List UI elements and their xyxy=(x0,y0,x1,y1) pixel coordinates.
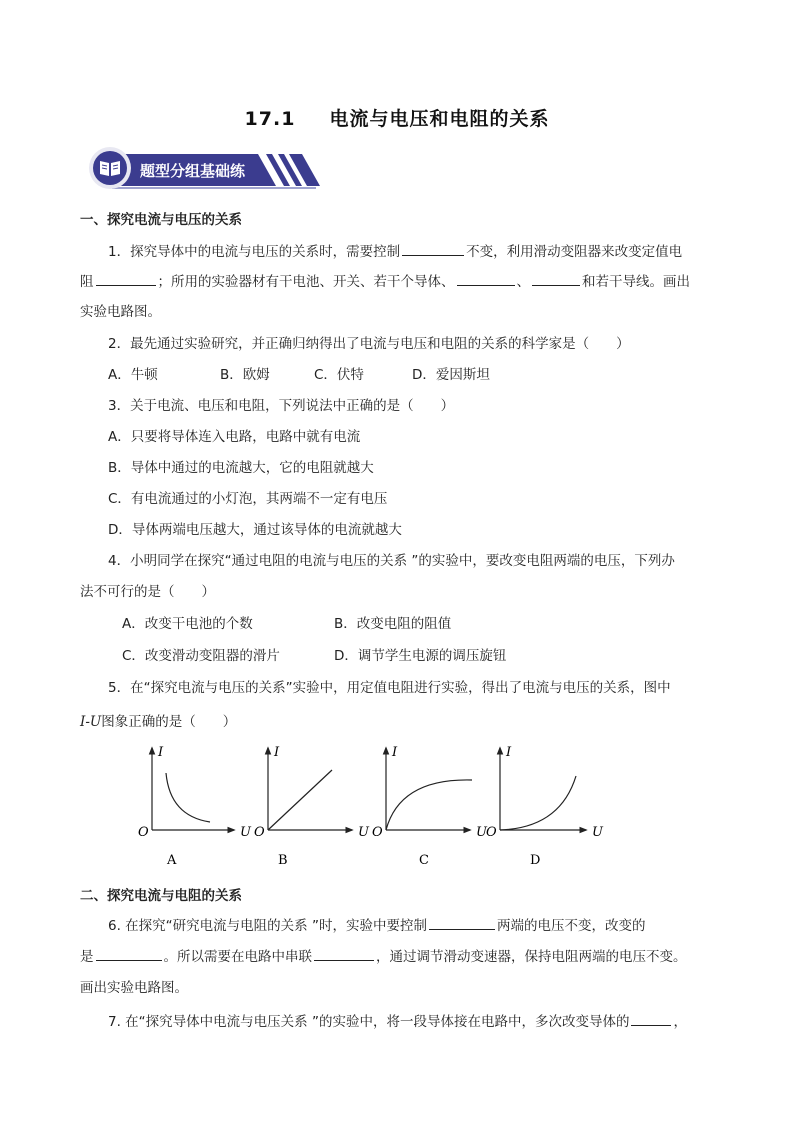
graph-d[interactable] xyxy=(486,745,604,868)
q6-blank-1[interactable] xyxy=(429,928,495,930)
q6-blank-2[interactable] xyxy=(96,959,162,961)
q1-line-2: 阻 ；所用的实验器材有干电池、开关、若干个导体、 、 和若干导线。画出 xyxy=(80,274,690,290)
q5-stem-1: 5．在“探究电流与电压的关系”实验中，用定值电阻进行实验，得出了电流与电压的关系，图中 xyxy=(108,680,671,696)
section-heading-2: 二、探究电流与电阻的关系 xyxy=(80,888,242,904)
book-icon xyxy=(98,156,122,180)
q3-stem: 3．关于电流、电压和电阻，下列说法中正确的是（ ） xyxy=(108,398,455,414)
graph-a[interactable] xyxy=(138,745,252,868)
graph-a-label: A xyxy=(167,853,177,868)
q4-stem-1: 4．小明同学在探究“通过电阻的电流与电压的关系 ”的实验中，要改变电阻两端的电压，下列办 xyxy=(108,553,675,569)
q3-option-c[interactable]: C．有电流通过的小灯泡，其两端不一定有电压 xyxy=(108,491,388,507)
q4-option-c[interactable]: C．改变滑动变阻器的滑片 xyxy=(122,648,280,664)
graph-c[interactable] xyxy=(372,745,488,868)
graph-b-line xyxy=(268,770,332,830)
q1-blank-2[interactable] xyxy=(96,284,156,286)
q4-option-a[interactable]: A．改变干电池的个数 xyxy=(122,616,253,632)
q2-option-d[interactable]: D．爱因斯坦 xyxy=(412,367,490,383)
q6-line-1: 6. 在探究“研究电流与电阻的关系 ”时，实验中要控制 两端的电压不变，改变的 xyxy=(108,918,646,934)
q1-blank-4[interactable] xyxy=(532,284,580,286)
q1-blank-3[interactable] xyxy=(457,284,515,286)
graph-c-y-label: I xyxy=(392,745,398,760)
graph-d-origin: O xyxy=(486,825,497,840)
graph-c-origin: O xyxy=(372,825,383,840)
q6-line-3: 画出实验电路图。 xyxy=(80,980,188,996)
title-text: 电流与电压和电阻的关系 xyxy=(329,108,550,130)
graph-b-label: B xyxy=(278,853,288,868)
q6-line-2: 是 。所以需要在电路中串联 ，通过调节滑动变速器，保持电阻两端的电压不变。 xyxy=(80,949,687,965)
graph-a-y-label: I xyxy=(158,745,164,760)
q1-blank-1[interactable] xyxy=(402,254,464,256)
graph-b-origin: O xyxy=(254,825,265,840)
graph-a-x-label: U xyxy=(240,825,251,840)
q4-stem-2: 法不可行的是（ ） xyxy=(80,584,215,600)
q1-line-1: 1．探究导体中的电流与电压的关系时，需要控制 不变，利用滑动变阻器来改变定值电 xyxy=(108,244,683,260)
q2-stem: 2．最先通过实验研究，并正确归纳得出了电流与电压和电阻的关系的科学家是（ ） xyxy=(108,336,630,352)
graph-d-y-label: I xyxy=(506,745,512,760)
q3-option-b[interactable]: B．导体中通过的电流越大，它的电阻就越大 xyxy=(108,460,374,476)
graph-a-origin: O xyxy=(138,825,149,840)
graph-b-x-label: U xyxy=(358,825,369,840)
graph-b-y-label: I xyxy=(274,745,280,760)
graph-d-label: D xyxy=(530,853,541,868)
graph-d-x-label: U xyxy=(592,825,603,840)
q4-option-d[interactable]: D．调节学生电源的调压旋钮 xyxy=(334,648,507,664)
q2-option-a[interactable]: A．牛顿 xyxy=(108,367,158,383)
q6-blank-3[interactable] xyxy=(314,959,374,961)
graph-c-x-label: U xyxy=(476,825,487,840)
banner-label: 题型分组基础练 xyxy=(140,162,246,180)
q3-option-d[interactable]: D．导体两端电压越大，通过该导体的电流就越大 xyxy=(108,522,402,538)
section-heading-1: 一、探究电流与电压的关系 xyxy=(80,212,242,228)
q1-line-3: 实验电路图。 xyxy=(80,304,161,320)
q5-graphs xyxy=(130,738,630,868)
title-number: 17.1 xyxy=(244,108,296,130)
q5-stem-2: I-U图象正确的是（ ） xyxy=(80,714,237,730)
q3-option-a[interactable]: A．只要将导体连入电路，电路中就有电流 xyxy=(108,429,361,445)
q4-option-b[interactable]: B．改变电阻的阻值 xyxy=(334,616,452,632)
q7-blank-1[interactable] xyxy=(631,1024,671,1026)
graph-b[interactable] xyxy=(254,745,370,868)
q5-iu-variable: I-U xyxy=(80,714,102,730)
q7-line-1: 7. 在“探究导体中电流与电压关系 ”的实验中，将一段导体接在电路中，多次改变导体的 ， xyxy=(108,1014,687,1030)
graph-c-label: C xyxy=(419,853,429,868)
graph-c-curve xyxy=(386,780,472,830)
graph-a-curve xyxy=(166,773,210,822)
q2-option-b[interactable]: B．欧姆 xyxy=(220,367,270,383)
page-title xyxy=(0,104,794,131)
q2-option-c[interactable]: C．伏特 xyxy=(314,367,364,383)
graph-d-curve xyxy=(500,776,576,830)
